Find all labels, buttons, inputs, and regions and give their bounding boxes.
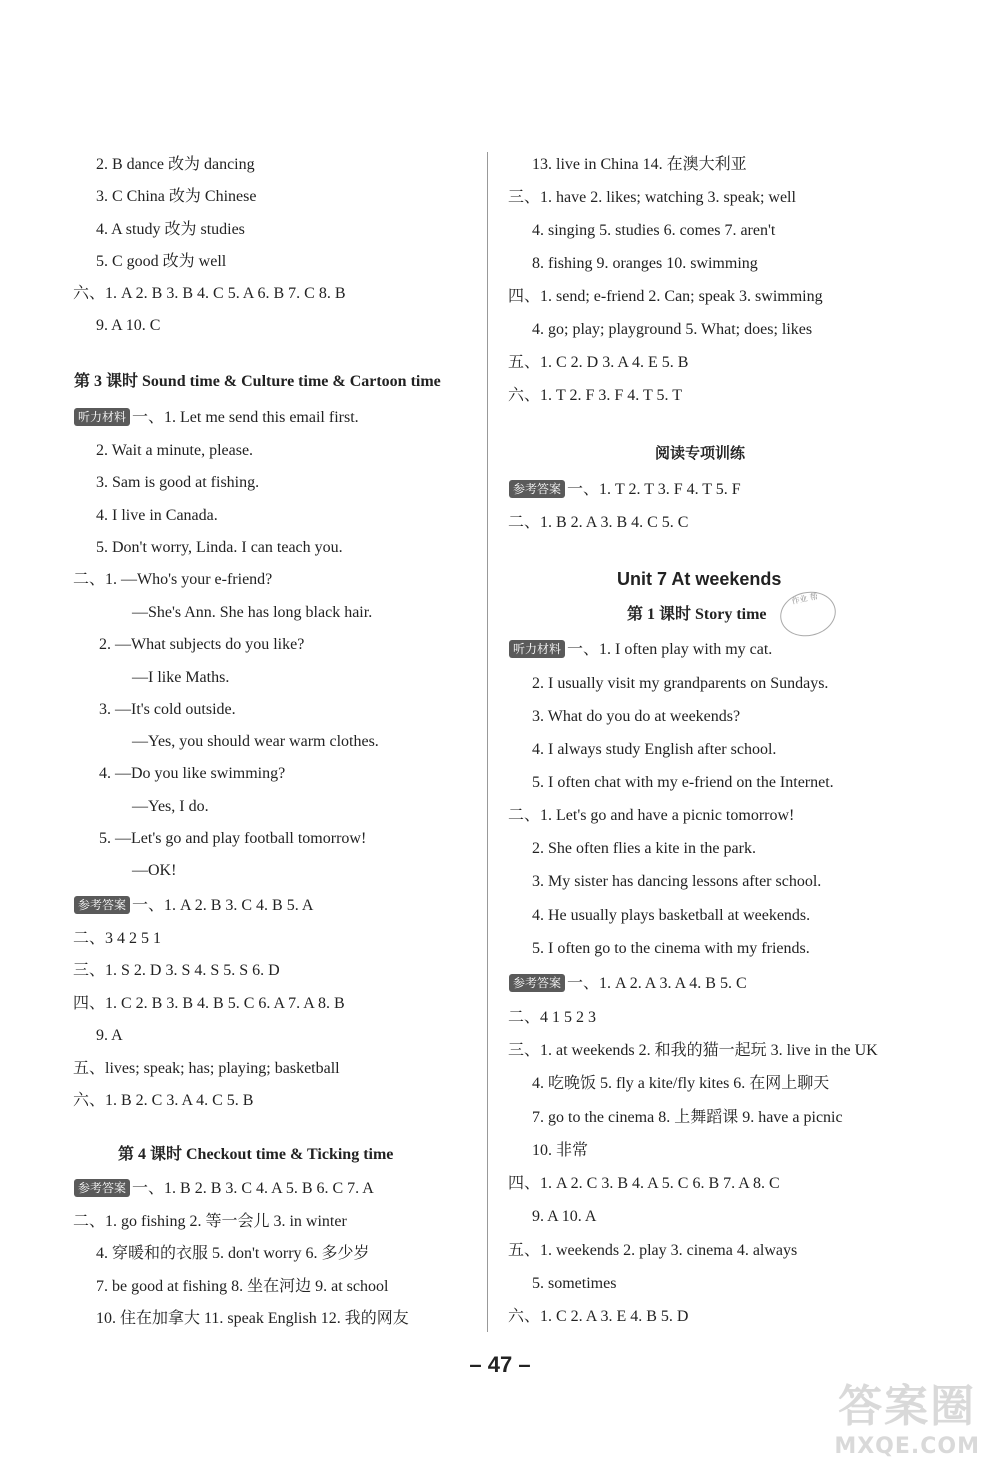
unit-title: Unit 7 At weekends <box>617 569 782 589</box>
answer-line: 9. A 10. A <box>532 1208 597 1225</box>
page-number: – 47 – <box>469 1352 531 1377</box>
listening-line: 4. —Do you like swimming? <box>99 765 286 782</box>
listening-line: 3. What do you do at weekends? <box>532 708 741 725</box>
answer-line: 7. be good at fishing 8. 坐在河边 9. at school <box>96 1278 389 1295</box>
answer-line: 三、1. have 2. likes; watching 3. speak; well <box>508 189 796 206</box>
answer-line: 四、1. C 2. B 3. B 4. B 5. C 6. A 7. A 8. B <box>73 995 345 1012</box>
listening-line: 二、1. —Who's your e-friend? <box>73 571 273 588</box>
listening-line: 2. I usually visit my grandparents on Sundays. <box>532 675 829 692</box>
answer-line: 五、1. C 2. D 3. A 4. E 5. B <box>508 354 689 371</box>
listening-line: —Yes, you should wear warm clothes. <box>132 733 379 750</box>
answer-line: 六、1. A 2. B 3. B 4. C 5. A 6. B 7. C 8. B <box>73 285 346 302</box>
answer-line: 5. sometimes <box>532 1275 617 1292</box>
answer-line: 8. fishing 9. oranges 10. swimming <box>532 255 758 272</box>
answer-line: 2. B dance 改为 dancing <box>96 156 255 173</box>
homework-stamp: 作业 帮 <box>776 587 840 642</box>
lesson1-title: 第 1 课时 Story time <box>627 606 767 623</box>
listening-line: 二、1. Let's go and have a picnic tomorrow! <box>508 807 795 824</box>
listening-line: 3. —It's cold outside. <box>99 701 236 718</box>
answer-line: 5. C good 改为 well <box>96 253 227 270</box>
answers-badge: 参考答案 <box>509 480 565 498</box>
answer-line: 参考答案 一、1. A 2. A 3. A 4. B 5. C <box>509 974 747 994</box>
answer-line: 9. A 10. C <box>96 317 161 334</box>
answer-line: 二、1. B 2. A 3. B 4. C 5. C <box>508 514 689 531</box>
listening-line: —Yes, I do. <box>132 798 209 815</box>
listening-line: 3. My sister has dancing lessons after school. <box>532 873 822 890</box>
listening-line: 2. —What subjects do you like? <box>99 636 305 653</box>
answer-line: 7. go to the cinema 8. 上舞蹈课 9. have a picnic <box>532 1109 843 1126</box>
listening-line: 3. Sam is good at fishing. <box>96 474 260 491</box>
answer-line: 五、1. weekends 2. play 3. cinema 4. always <box>508 1242 798 1259</box>
watermark-logo: 答案圈 MXQE.COM <box>834 1381 980 1459</box>
listening-line: 听力材料 一、1. Let me send this email first. <box>74 408 359 428</box>
answer-line: 三、1. S 2. D 3. S 4. S 5. S 6. D <box>73 962 280 979</box>
answer-line: 四、1. A 2. C 3. B 4. A 5. C 6. B 7. A 8. C <box>508 1175 780 1192</box>
reading-title: 阅读专项训练 <box>655 444 746 462</box>
column-divider <box>487 152 488 1332</box>
answers-badge: 参考答案 <box>74 1179 130 1197</box>
answer-line: 4. go; play; playground 5. What; does; likes <box>532 321 813 338</box>
listening-line: 4. He usually plays basketball at weekends. <box>532 907 811 924</box>
answer-line: 10. 非常 <box>532 1142 589 1159</box>
listening-badge: 听力材料 <box>509 640 565 658</box>
answer-line: 参考答案 一、1. T 2. T 3. F 4. T 5. F <box>509 480 741 500</box>
answer-line: 4. 穿暖和的衣服 5. don't worry 6. 多少岁 <box>96 1245 370 1262</box>
listening-line: —She's Ann. She has long black hair. <box>132 604 373 621</box>
answer-line: 三、1. at weekends 2. 和我的猫一起玩 3. live in the UK <box>508 1042 878 1059</box>
listening-line: 5. I often chat with my e-friend on the Internet. <box>532 774 834 791</box>
answer-line: 13. live in China 14. 在澳大利亚 <box>532 156 747 173</box>
listening-line: —OK! <box>132 862 177 879</box>
answer-line: 四、1. send; e-friend 2. Can; speak 3. swimming <box>508 288 823 305</box>
listening-badge: 听力材料 <box>74 408 130 426</box>
answer-line: 4. 吃晚饭 5. fly a kite/fly kites 6. 在网上聊天 <box>532 1075 830 1092</box>
answers-badge: 参考答案 <box>509 974 565 992</box>
listening-line: 4. I live in Canada. <box>96 507 218 524</box>
answer-line: 参考答案 一、1. B 2. B 3. C 4. A 5. B 6. C 7. A <box>74 1179 374 1199</box>
lesson3-title: 第 3 课时 Sound time & Culture time & Cartoon time <box>74 373 441 390</box>
answer-line: 9. A <box>96 1027 123 1044</box>
listening-line: 4. I always study English after school. <box>532 741 777 758</box>
answer-line: 参考答案 一、1. A 2. B 3. C 4. B 5. A <box>74 896 313 916</box>
lesson4-title: 第 4 课时 Checkout time & Ticking time <box>118 1146 394 1163</box>
answer-line: 10. 住在加拿大 11. speak English 12. 我的网友 <box>96 1310 409 1327</box>
answer-line: 六、1. C 2. A 3. E 4. B 5. D <box>508 1308 689 1325</box>
answer-line: 五、lives; speak; has; playing; basketball <box>73 1060 340 1077</box>
listening-line: 2. Wait a minute, please. <box>96 442 254 459</box>
answer-line: 二、3 4 2 5 1 <box>73 930 162 947</box>
listening-line: 5. —Let's go and play football tomorrow! <box>99 830 367 847</box>
listening-line: —I like Maths. <box>132 669 230 686</box>
answer-line: 六、1. B 2. C 3. A 4. C 5. B <box>73 1092 254 1109</box>
listening-line: 5. I often go to the cinema with my friends. <box>532 940 810 957</box>
answers-badge: 参考答案 <box>74 896 130 914</box>
listening-line: 听力材料 一、1. I often play with my cat. <box>509 640 772 660</box>
answer-line: 4. A study 改为 studies <box>96 221 245 238</box>
answer-line: 二、1. go fishing 2. 等一会儿 3. in winter <box>73 1213 347 1230</box>
listening-line: 2. She often flies a kite in the park. <box>532 840 756 857</box>
answer-line: 六、1. T 2. F 3. F 4. T 5. T <box>508 387 682 404</box>
listening-line: 5. Don't worry, Linda. I can teach you. <box>96 539 343 556</box>
answer-line: 3. C China 改为 Chinese <box>96 188 257 205</box>
answer-line: 4. singing 5. studies 6. comes 7. aren't <box>532 222 776 239</box>
answer-line: 二、4 1 5 2 3 <box>508 1009 597 1026</box>
